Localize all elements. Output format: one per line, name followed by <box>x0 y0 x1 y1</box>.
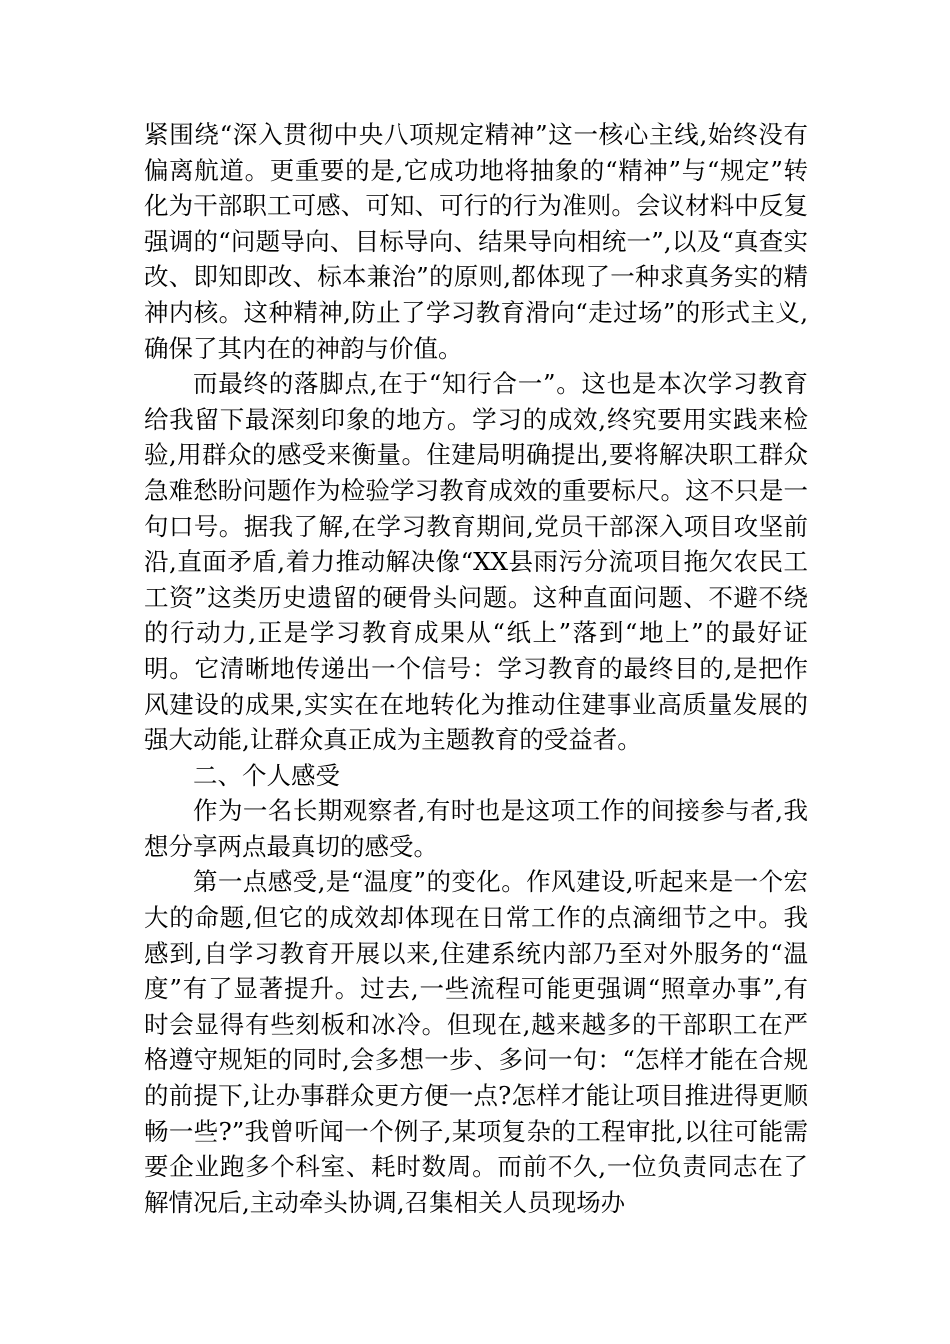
section-heading-personal-feelings: 二、个人感受 <box>193 760 340 790</box>
paragraph-knowledge-action: 而最终的落脚点,在于“知行合一”。这也是本次学习教育给我留下最深刻印象的地方。学习的成效,终究要用实践来检验,用群众的感受来衡量。住建局明确提出,要将解决职工群众急难愁盼问题作为检验学习教育成效的重要标尺。这不只是一句口号。据我了解,在学习教育期间,党员干部深入项目攻坚前沿,直面矛盾,着力推动解决像“XX县雨污分流项目拖欠农民工工资”这类历史遗留的硬骨头问题。这种直面问题、不避不绕的行动力,正是学习教育成果从“纸上”落到“地上”的最好证明。它清晰地传递出一个信号：学习教育的最终目的,是把作风建设的成果,实实在在地转化为推动住建事业高质量发展的强大动能,让群众真正成为主题教育的受益者。 <box>144 369 808 755</box>
paragraph-continuation: 紧围绕“深入贯彻中央八项规定精神”这一核心主线,始终没有偏离航道。更重要的是,它成功地将抽象的“精神”与“规定”转化为干部职工可感、可知、可行的行为准则。会议材料中反复强调的“问题导向、目标导向、结果导向相统一”,以及“真查实改、即知即改、标本兼治”的原则,都体现了一种求真务实的精神内核。这种精神,防止了学习教育滑向“走过场”的形式主义,确保了其内在的神韵与价值。 <box>144 120 808 363</box>
paragraph-observer-intro: 作为一名长期观察者,有时也是这项工作的间接参与者,我想分享两点最真切的感受。 <box>144 796 808 861</box>
paragraph-first-feeling: 第一点感受,是“温度”的变化。作风建设,听起来是一个宏大的命题,但它的成效却体现在日常工作的点滴细节之中。我感到,自学习教育开展以来,住建系统内部乃至对外服务的“温度”有了显著提升。过去,一些流程可能更强调“照章办事”,有时会显得有些刻板和冰冷。但现在,越来越多的干部职工在严格遵守规矩的同时,会多想一步、多问一句：“怎样才能在合规的前提下,让办事群众更方便一点?怎样才能让项目推进得更顺畅一些?”我曾听闻一个例子,某项复杂的工程审批,以往可能需要企业跑多个科室、耗时数周。而前不久,一位负责同志在了解情况后,主动牵头协调,召集相关人员现场办 <box>144 867 808 1217</box>
document-page <box>144 117 808 1220</box>
